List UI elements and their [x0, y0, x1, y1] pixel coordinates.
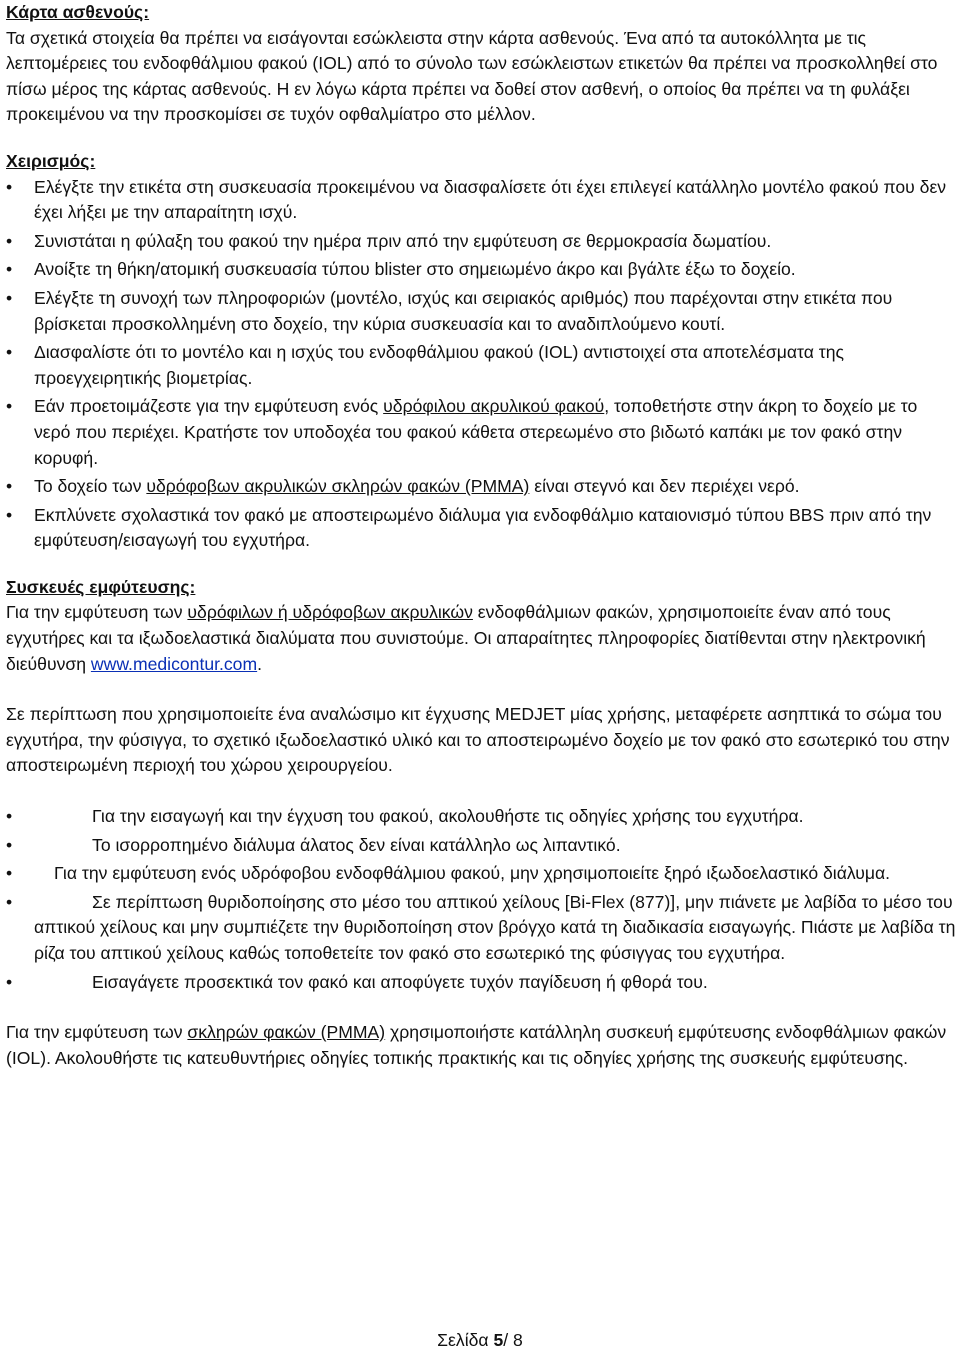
handling-item: • Ελέγξτε την ετικέτα στη συσκευασία προκειμένου να διασφαλίσετε ότι έχει επιλεγεί κατάλληλο μοντέλο φακού που δεν έχει λήξει με την απαραίτητη ισχύ. [6, 176, 947, 223]
hydrophilic-lens-term: υδρόφιλου ακρυλικού φακού [383, 396, 605, 417]
bullet-icon: • [6, 176, 13, 197]
rigid-lens-term: σκληρών φακών (PMMA) [187, 1022, 386, 1043]
bullet-icon: • [6, 834, 13, 855]
devices-item: • Σε περίπτωση θυριδοποίησης στο μέσο του απτικού χείλους [Bi-Flex (877)], μην πιάνετε με λαβίδα το μέσο του απτικού χείλους και μην συμπιέζετε την θυριδοποίηση στον βρόγχο κατά τη διαδικασία εισαγωγής. Πιάστε με λαβίδα τη ρίζα του απτικού χείλους καθώς τοποθετείτε τον φακό στο εσωτερικό της φύσιγγας του εγχυτήρα. [6, 891, 956, 963]
pmma-lens-term: υδρόφοβων ακρυλικών σκληρών φακών (PMMA) [146, 476, 530, 497]
handling-item: • Ανοίξτε τη θήκη/ατομική συσκευασία τύπου blister στο σημειωμένο άκρο και βγάλτε έξω το δοχείο. [6, 257, 956, 283]
handling-item: • Το δοχείο των υδρόφοβων ακρυλικών σκληρών φακών (PMMA) είναι στεγνό και δεν περιέχει νερό. [6, 474, 956, 500]
bullet-icon: • [6, 396, 13, 417]
devices-item: • Εισαγάγετε προσεκτικά τον φακό και αποφύγετε τυχόν παγίδευση ή φθορά του. [6, 970, 956, 996]
document-page [6, 0, 956, 1071]
bullet-icon: • [6, 971, 13, 992]
bullet-icon: • [6, 230, 13, 251]
patient-card-text: Τα σχετικά στοιχεία θα πρέπει να εισάγονται εσώκλειστα στην κάρτα ασθενούς. Ένα από τα αυτοκόλλητα με τις λεπτομέρειες του ενδοφθάλμιου φακού (IOL) από το σύνολο των εσώκλειστων ετικετών θα πρέπει να προσκολληθεί στο πίσω μέρος της κάρτας ασθενούς. Η εν λόγω κάρτα πρέπει να δοθεί στον ασθενή, ο οποίος θα πρέπει να τη φυλάξει προκειμένου να την προσκομίσει σε τυχόν οφθαλμίατρο στο μέλλον. [6, 27, 938, 125]
bullet-icon: • [6, 891, 13, 912]
page-separator: / [503, 1330, 514, 1350]
handling-item: • Συνιστάται η φύλαξη του φακού την ημέρα πριν από την εμφύτευση σε θερμοκρασία δωματίου. [6, 229, 956, 255]
devices-heading: Συσκευές εμφύτευσης: [6, 576, 196, 597]
bullet-icon: • [6, 504, 13, 525]
bullet-icon: • [6, 342, 13, 363]
acrylic-lens-term: υδρόφιλων ή υδρόφοβων ακρυλικών [187, 602, 473, 623]
page-number: 5 [493, 1330, 504, 1350]
devices-item: • Για την εμφύτευση ενός υδρόφοβου ενδοφθάλμιου φακού, μην χρησιμοποιείτε ξηρό ιξωδοελαστικό διάλυμα. [6, 861, 956, 887]
handling-item: • Εκπλύνετε σχολαστικά τον φακό με αποστειρωμένο διάλυμα για ενδοφθάλμιο καταιονισμό τύπου BBS πριν από την εμφύτευση/εισαγωγή του εγχυτήρα. [6, 504, 932, 551]
devices-item: • Για την εισαγωγή και την έγχυση του φακού, ακολουθήστε τις οδηγίες χρήσης του εγχυτήρα. [6, 804, 956, 830]
bullet-icon: • [6, 863, 13, 884]
pmma-paragraph: Για την εμφύτευση των σκληρών φακών (PMMA) χρησιμοποιήστε κατάλληλη συσκευή εμφύτευσης ενδοφθάλμιων φακών (IOL). Ακολουθήστε τις κατευθυντήριες οδηγίες τοπικής πρακτικής και τις οδηγίες χρήσης της συσκευής εμφύτευσης. [6, 1022, 947, 1068]
page-total: 8 [513, 1330, 523, 1350]
handling-item: • Διασφαλίστε ότι το μοντέλο και η ισχύς του ενδοφθάλμιου φακού (IOL) αντιστοιχεί στα αποτελέσματα της προεγχειρητικής βιομετρίας. [6, 342, 844, 388]
medjet-paragraph: Σε περίπτωση που χρησιμοποιείτε ένα αναλώσιμο κιτ έγχυσης MEDJET μίας χρήσης, μεταφέρετε ασηπτικά το σώμα του εγχυτήρα, την φύσιγγα, το σχετικό ιξωδοελαστικό υλικό και το αποστειρωμένο δοχείο με τον φακό στο εσωτερικό του στην αποστειρωμένη περιοχή του χώρου χειρουργείου. [6, 704, 950, 776]
patient-card-heading: Κάρτα ασθενούς: [6, 2, 150, 22]
page-footer [0, 1328, 960, 1354]
handling-list [6, 175, 956, 554]
bullet-icon: • [6, 806, 13, 827]
medicontur-link[interactable]: www.medicontur.com [90, 653, 258, 674]
devices-list [6, 804, 956, 995]
devices-item: • Το ισορροπημένο διάλυμα άλατος δεν είναι κατάλληλο ως λιπαντικό. [6, 833, 956, 859]
handling-item: • Ελέγξτε τη συνοχή των πληροφοριών (μοντέλο, ισχύς και σειριακός αριθμός) που παρέχονται στην ετικέτα που βρίσκεται προσκολλημένη στο δοχείο, την κύρια συσκευασία και το αναδιπλούμενο κουτί. [6, 287, 893, 334]
handling-heading: Χειρισμός: [6, 150, 96, 171]
page-label: Σελίδα [437, 1330, 494, 1350]
bullet-icon: • [6, 476, 13, 497]
devices-intro: Για την εμφύτευση των υδρόφιλων ή υδρόφοβων ακρυλικών ενδοφθάλμιων φακών, χρησιμοποιείτε έναν από τους εγχυτήρες και τα ιξωδοελαστικά διαλύματα που συνιστούμε. Οι απαραίτητες πληροφορίες διατίθενται στην ηλεκτρονική διεύθυνση www.medicontur.com. [6, 602, 926, 674]
bullet-icon: • [6, 259, 13, 280]
handling-item: • Εάν προετοιμάζεστε για την εμφύτευση ενός υδρόφιλου ακρυλικού φακού, τοποθετήστε στην άκρη το δοχείο με το νερό που περιέχει. Κρατήστε τον υποδοχέα του φακού κάθετα στερεωμένο στο βιδωτό καπάκι με τον φακό στην κορυφή. [6, 396, 918, 468]
bullet-icon: • [6, 287, 13, 308]
